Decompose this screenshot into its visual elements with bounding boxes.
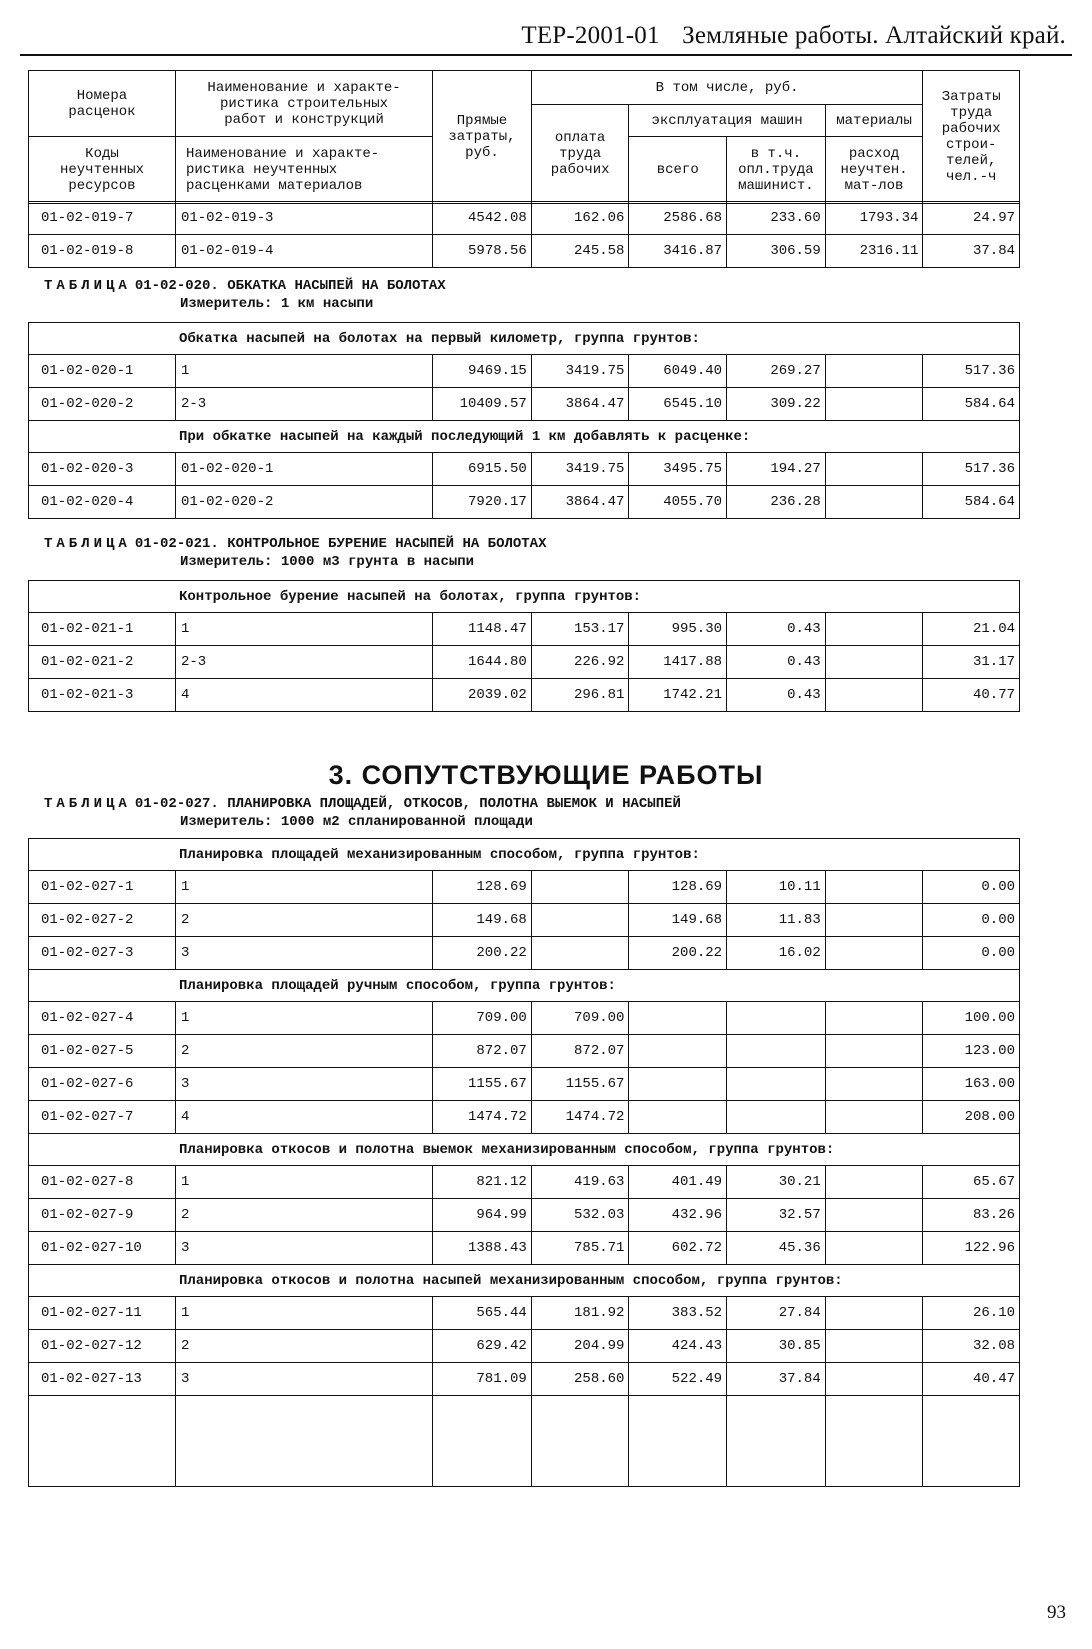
drivers-pay-cell: 45.36 [727, 1232, 826, 1265]
table-row [29, 1002, 1020, 1035]
group-heading: Обкатка насыпей на болотах на первый километр, группа грунтов: [29, 323, 1020, 355]
direct-costs-cell: 5978.56 [433, 235, 532, 268]
table-row [29, 1199, 1020, 1232]
direct-costs-cell: 1474.72 [433, 1101, 532, 1134]
rate-code-cell: 01-02-027-7 [29, 1101, 176, 1134]
labor-pay-cell: 296.81 [531, 679, 629, 712]
header-name-top: Наименование и характе- ристика строительных работ и конструкций [175, 71, 432, 137]
direct-costs-cell: 10409.57 [433, 388, 532, 421]
table-row [29, 871, 1020, 904]
labor-hours-cell: 26.10 [923, 1297, 1020, 1330]
machines-total-cell: 3495.75 [629, 453, 727, 486]
work-name-cell: 01-02-020-2 [175, 486, 432, 519]
group-heading: Контрольное бурение насыпей на болотах, группа грунтов: [29, 581, 1020, 613]
direct-costs-cell: 1155.67 [433, 1068, 532, 1101]
table-027-caption [44, 796, 681, 812]
materials-cell [825, 486, 923, 519]
labor-pay-cell: 1155.67 [531, 1068, 629, 1101]
table-021-measure: Измеритель: 1000 м3 грунта в насыпи [180, 554, 475, 570]
table-row [29, 937, 1020, 970]
labor-hours-cell: 40.77 [923, 679, 1020, 712]
materials-cell [825, 388, 923, 421]
drivers-pay-cell: 27.84 [727, 1297, 826, 1330]
materials-cell [825, 937, 923, 970]
rate-code-cell: 01-02-027-8 [29, 1166, 176, 1199]
table-row [29, 613, 1020, 646]
materials-cell [825, 679, 923, 712]
machines-total-cell: 401.49 [629, 1166, 727, 1199]
labor-pay-cell: 872.07 [531, 1035, 629, 1068]
work-name-cell: 2-3 [175, 646, 432, 679]
labor-hours-cell: 584.64 [923, 388, 1020, 421]
work-name-cell: 3 [175, 1232, 432, 1265]
machines-total-cell [629, 1101, 727, 1134]
labor-hours-cell: 31.17 [923, 646, 1020, 679]
machines-total-cell: 1742.21 [629, 679, 727, 712]
header-including: В том числе, руб. [531, 71, 923, 105]
header-codes-top: Номера расценок [29, 71, 176, 137]
rate-code-cell: 01-02-020-3 [29, 453, 176, 486]
machines-total-cell [629, 1068, 727, 1101]
materials-cell [825, 1199, 923, 1232]
table-021-title: 01-02-021. КОНТРОЛЬНОЕ БУРЕНИЕ НАСЫПЕЙ НА БОЛОТАХ [134, 536, 547, 552]
labor-pay-cell: 153.17 [531, 613, 629, 646]
table-row [29, 355, 1020, 388]
materials-cell [825, 904, 923, 937]
work-name-cell: 01-02-019-3 [175, 202, 432, 235]
rates-table-020 [28, 322, 1020, 519]
labor-pay-cell: 1474.72 [531, 1101, 629, 1134]
work-name-cell: 3 [175, 1363, 432, 1396]
materials-cell [825, 1035, 923, 1068]
work-name-cell: 2 [175, 1330, 432, 1363]
header-labor-hours: Затраты труда рабочих строи- телей, чел.-ч [923, 71, 1020, 204]
blank-cell [923, 1396, 1020, 1487]
group-heading: Планировка откосов и полотна выемок механизированным способом, группа грунтов: [29, 1134, 1020, 1166]
work-name-cell: 1 [175, 1297, 432, 1330]
table-row [29, 904, 1020, 937]
labor-hours-cell: 0.00 [923, 937, 1020, 970]
labor-pay-cell: 3864.47 [531, 486, 629, 519]
table-label: ТАБЛИЦА [44, 796, 131, 812]
rate-code-cell: 01-02-027-12 [29, 1330, 176, 1363]
direct-costs-cell: 1388.43 [433, 1232, 532, 1265]
rate-code-cell: 01-02-027-13 [29, 1363, 176, 1396]
work-name-cell: 2 [175, 1199, 432, 1232]
blank-cell [629, 1396, 727, 1487]
labor-hours-cell: 24.97 [923, 202, 1020, 235]
drivers-pay-cell: 0.43 [727, 613, 826, 646]
labor-pay-cell [531, 871, 629, 904]
work-name-cell: 2 [175, 904, 432, 937]
table-027-measure: Измеритель: 1000 м2 спланированной площади [180, 814, 533, 830]
rate-code-cell: 01-02-021-1 [29, 613, 176, 646]
materials-cell [825, 871, 923, 904]
labor-pay-cell: 245.58 [531, 235, 629, 268]
header-materials: материалы [825, 105, 923, 137]
labor-pay-cell: 226.92 [531, 646, 629, 679]
machines-total-cell: 6049.40 [629, 355, 727, 388]
drivers-pay-cell [727, 1035, 826, 1068]
rate-code-cell: 01-02-019-7 [29, 202, 176, 235]
header-labor-pay: оплата труда рабочих [531, 105, 629, 204]
materials-cell [825, 1330, 923, 1363]
materials-cell: 1793.34 [825, 202, 923, 235]
rate-code-cell: 01-02-021-2 [29, 646, 176, 679]
blank-cell [175, 1396, 432, 1487]
work-name-cell: 01-02-020-1 [175, 453, 432, 486]
group-heading: При обкатке насыпей на каждый последующий 1 км добавлять к расценке: [29, 421, 1020, 453]
table-row [29, 1232, 1020, 1265]
labor-pay-cell: 785.71 [531, 1232, 629, 1265]
materials-cell [825, 646, 923, 679]
labor-hours-cell: 123.00 [923, 1035, 1020, 1068]
blank-cell [531, 1396, 629, 1487]
rate-code-cell: 01-02-027-2 [29, 904, 176, 937]
rate-code-cell: 01-02-027-10 [29, 1232, 176, 1265]
machines-total-cell: 602.72 [629, 1232, 727, 1265]
work-name-cell: 3 [175, 1068, 432, 1101]
direct-costs-cell: 964.99 [433, 1199, 532, 1232]
table-row [29, 388, 1020, 421]
direct-costs-cell: 128.69 [433, 871, 532, 904]
direct-costs-cell: 1148.47 [433, 613, 532, 646]
machines-total-cell: 522.49 [629, 1363, 727, 1396]
machines-total-cell: 3416.87 [629, 235, 727, 268]
table-row [29, 1035, 1020, 1068]
drivers-pay-cell: 269.27 [727, 355, 826, 388]
rate-code-cell: 01-02-027-5 [29, 1035, 176, 1068]
running-head-code: ТЕР-2001-01 [521, 22, 660, 49]
direct-costs-cell: 9469.15 [433, 355, 532, 388]
labor-hours-cell: 65.67 [923, 1166, 1020, 1199]
materials-cell [825, 453, 923, 486]
table-021-caption [44, 536, 546, 552]
direct-costs-cell: 709.00 [433, 1002, 532, 1035]
machines-total-cell: 200.22 [629, 937, 727, 970]
page-number: 93 [1047, 1602, 1066, 1623]
labor-pay-cell: 419.63 [531, 1166, 629, 1199]
work-name-cell: 1 [175, 1002, 432, 1035]
direct-costs-cell: 4542.08 [433, 202, 532, 235]
table-label: ТАБЛИЦА [44, 278, 131, 294]
table-row [29, 1363, 1020, 1396]
materials-cell [825, 1297, 923, 1330]
table-027-title: 01-02-027. ПЛАНИРОВКА ПЛОЩАДЕЙ, ОТКОСОВ, ПОЛОТНА ВЫЕМОК И НАСЫПЕЙ [134, 796, 681, 812]
labor-hours-cell: 21.04 [923, 613, 1020, 646]
table-row [29, 1297, 1020, 1330]
materials-cell: 2316.11 [825, 235, 923, 268]
drivers-pay-cell: 309.22 [727, 388, 826, 421]
direct-costs-cell: 2039.02 [433, 679, 532, 712]
labor-pay-cell: 258.60 [531, 1363, 629, 1396]
materials-cell [825, 1363, 923, 1396]
labor-hours-cell: 584.64 [923, 486, 1020, 519]
labor-hours-cell: 0.00 [923, 904, 1020, 937]
direct-costs-cell: 872.07 [433, 1035, 532, 1068]
section-title: 3. СОПУТСТВУЮЩИЕ РАБОТЫ [328, 760, 764, 790]
header-codes-bottom: Коды неучтенных ресурсов [29, 137, 176, 204]
rates-table-027 [28, 838, 1020, 1487]
direct-costs-cell: 6915.50 [433, 453, 532, 486]
drivers-pay-cell: 233.60 [727, 202, 826, 235]
materials-cell [825, 1068, 923, 1101]
table-020-measure: Измеритель: 1 км насыпи [180, 296, 374, 312]
rate-code-cell: 01-02-027-1 [29, 871, 176, 904]
header-machine-ops: эксплуатация машин [629, 105, 825, 137]
table-row [29, 202, 1020, 235]
labor-hours-cell: 163.00 [923, 1068, 1020, 1101]
materials-cell [825, 1166, 923, 1199]
table-020-caption [44, 278, 446, 294]
labor-hours-cell: 100.00 [923, 1002, 1020, 1035]
machines-total-cell: 432.96 [629, 1199, 727, 1232]
group-heading: Планировка площадей ручным способом, группа грунтов: [29, 970, 1020, 1002]
direct-costs-cell: 200.22 [433, 937, 532, 970]
rate-code-cell: 01-02-027-6 [29, 1068, 176, 1101]
work-name-cell: 1 [175, 355, 432, 388]
blank-cell [727, 1396, 826, 1487]
drivers-pay-cell: 236.28 [727, 486, 826, 519]
header-name-bottom: Наименование и характе- ристика неучтенных расценками материалов [175, 137, 432, 204]
labor-hours-cell: 32.08 [923, 1330, 1020, 1363]
rate-code-cell: 01-02-020-2 [29, 388, 176, 421]
drivers-pay-cell: 16.02 [727, 937, 826, 970]
machines-total-cell: 6545.10 [629, 388, 727, 421]
labor-hours-cell: 122.96 [923, 1232, 1020, 1265]
work-name-cell: 1 [175, 871, 432, 904]
header-direct-costs: Прямые затраты, руб. [433, 71, 532, 204]
table-row [29, 1101, 1020, 1134]
table-row [29, 1068, 1020, 1101]
labor-hours-cell: 517.36 [923, 453, 1020, 486]
rates-table-019 [28, 201, 1020, 268]
machines-total-cell: 1417.88 [629, 646, 727, 679]
rate-code-cell: 01-02-027-11 [29, 1297, 176, 1330]
work-name-cell: 4 [175, 679, 432, 712]
rates-table-021 [28, 580, 1020, 712]
work-name-cell: 4 [175, 1101, 432, 1134]
rate-code-cell: 01-02-027-4 [29, 1002, 176, 1035]
labor-pay-cell: 3419.75 [531, 453, 629, 486]
drivers-pay-cell [727, 1002, 826, 1035]
materials-cell [825, 1232, 923, 1265]
work-name-cell: 2 [175, 1035, 432, 1068]
work-name-cell: 01-02-019-4 [175, 235, 432, 268]
rate-code-cell: 01-02-027-3 [29, 937, 176, 970]
machines-total-cell: 383.52 [629, 1297, 727, 1330]
direct-costs-cell: 1644.80 [433, 646, 532, 679]
labor-pay-cell: 3864.47 [531, 388, 629, 421]
work-name-cell: 3 [175, 937, 432, 970]
direct-costs-cell: 629.42 [433, 1330, 532, 1363]
drivers-pay-cell: 10.11 [727, 871, 826, 904]
work-name-cell: 1 [175, 613, 432, 646]
drivers-pay-cell: 11.83 [727, 904, 826, 937]
labor-pay-cell: 204.99 [531, 1330, 629, 1363]
direct-costs-cell: 821.12 [433, 1166, 532, 1199]
machines-total-cell: 424.43 [629, 1330, 727, 1363]
labor-hours-cell: 517.36 [923, 355, 1020, 388]
drivers-pay-cell: 306.59 [727, 235, 826, 268]
machines-total-cell: 2586.68 [629, 202, 727, 235]
drivers-pay-cell: 37.84 [727, 1363, 826, 1396]
machines-total-cell [629, 1002, 727, 1035]
table-label: ТАБЛИЦА [44, 536, 131, 552]
machines-total-cell: 149.68 [629, 904, 727, 937]
labor-hours-cell: 208.00 [923, 1101, 1020, 1134]
table-row [29, 235, 1020, 268]
labor-pay-cell [531, 937, 629, 970]
blank-cell [29, 1396, 176, 1487]
direct-costs-cell: 565.44 [433, 1297, 532, 1330]
running-head-title: Земляные работы. Алтайский край. [682, 22, 1066, 49]
machines-total-cell [629, 1035, 727, 1068]
machines-total-cell: 128.69 [629, 871, 727, 904]
table-row [29, 453, 1020, 486]
drivers-pay-cell: 30.21 [727, 1166, 826, 1199]
column-header-table [28, 70, 1020, 204]
table-row [29, 646, 1020, 679]
materials-cell [825, 1101, 923, 1134]
labor-pay-cell: 532.03 [531, 1199, 629, 1232]
drivers-pay-cell [727, 1068, 826, 1101]
table-020-title: 01-02-020. ОБКАТКА НАСЫПЕЙ НА БОЛОТАХ [134, 278, 446, 294]
machines-total-cell: 4055.70 [629, 486, 727, 519]
drivers-pay-cell: 30.85 [727, 1330, 826, 1363]
work-name-cell: 1 [175, 1166, 432, 1199]
group-heading: Планировка площадей механизированным способом, группа грунтов: [29, 839, 1020, 871]
rate-code-cell: 01-02-020-1 [29, 355, 176, 388]
labor-pay-cell: 181.92 [531, 1297, 629, 1330]
rate-code-cell: 01-02-019-8 [29, 235, 176, 268]
labor-pay-cell: 709.00 [531, 1002, 629, 1035]
table-row [29, 1166, 1020, 1199]
materials-cell [825, 1002, 923, 1035]
drivers-pay-cell: 0.43 [727, 646, 826, 679]
header-rule [20, 54, 1072, 56]
rate-code-cell: 01-02-027-9 [29, 1199, 176, 1232]
running-head [521, 22, 1066, 50]
drivers-pay-cell: 32.57 [727, 1199, 826, 1232]
labor-pay-cell: 3419.75 [531, 355, 629, 388]
materials-cell [825, 355, 923, 388]
table-row [29, 679, 1020, 712]
materials-cell [825, 613, 923, 646]
blank-cell [825, 1396, 923, 1487]
labor-pay-cell [531, 904, 629, 937]
blank-cell [433, 1396, 532, 1487]
machines-total-cell: 995.30 [629, 613, 727, 646]
labor-pay-cell: 162.06 [531, 202, 629, 235]
labor-hours-cell: 37.84 [923, 235, 1020, 268]
work-name-cell: 2-3 [175, 388, 432, 421]
rate-code-cell: 01-02-020-4 [29, 486, 176, 519]
drivers-pay-cell: 194.27 [727, 453, 826, 486]
direct-costs-cell: 781.09 [433, 1363, 532, 1396]
direct-costs-cell: 149.68 [433, 904, 532, 937]
blank-row [29, 1396, 1020, 1487]
header-unaccounted-materials: расход неучтен. мат-лов [825, 137, 923, 204]
labor-hours-cell: 83.26 [923, 1199, 1020, 1232]
header-machines-total: всего [629, 137, 727, 204]
drivers-pay-cell: 0.43 [727, 679, 826, 712]
labor-hours-cell: 0.00 [923, 871, 1020, 904]
rate-code-cell: 01-02-021-3 [29, 679, 176, 712]
table-row [29, 486, 1020, 519]
table-row [29, 1330, 1020, 1363]
drivers-pay-cell [727, 1101, 826, 1134]
header-incl-drivers: в т.ч. опл.труда машинист. [727, 137, 826, 204]
direct-costs-cell: 7920.17 [433, 486, 532, 519]
group-heading: Планировка откосов и полотна насыпей механизированным способом, группа грунтов: [29, 1265, 1020, 1297]
labor-hours-cell: 40.47 [923, 1363, 1020, 1396]
